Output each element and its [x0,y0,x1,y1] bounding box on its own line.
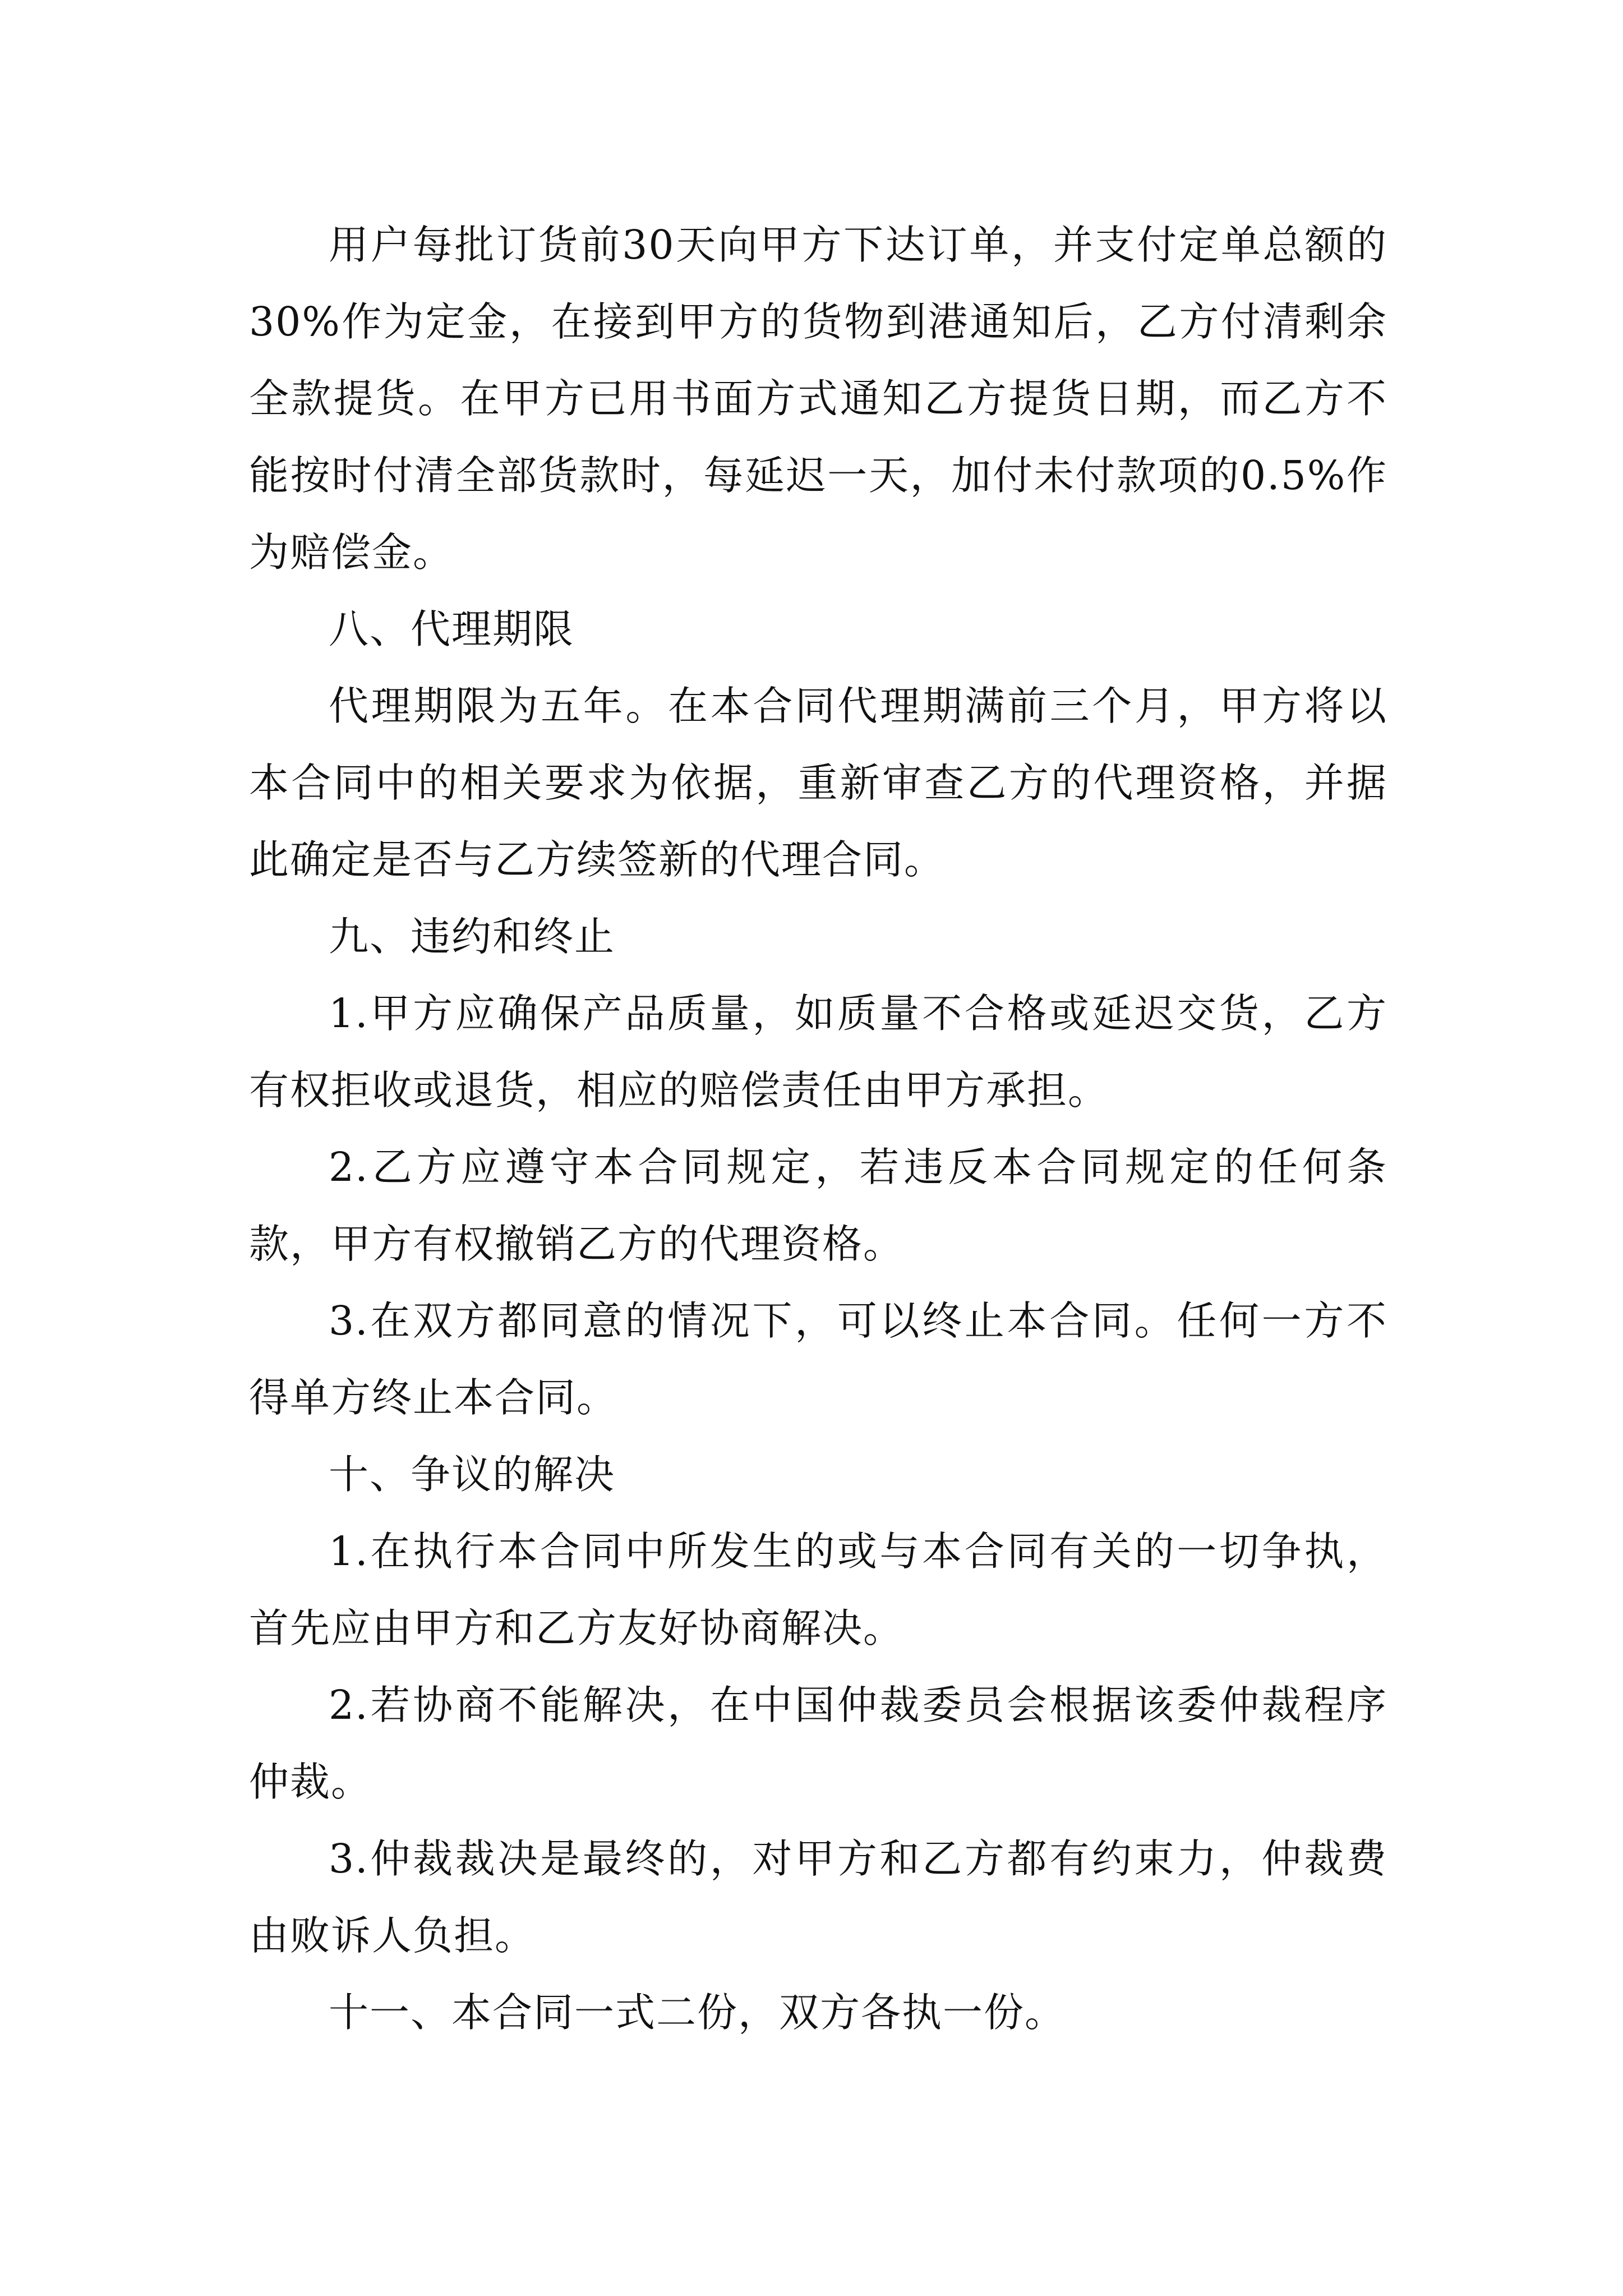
paragraph-breach-1: 1.甲方应确保产品质量，如质量不合格或延迟交货，乙方有权拒收或退货，相应的赔偿责任由甲方承担。 [249,990,1387,1114]
paragraph-dispute-1: 1.在执行本合同中所发生的或与本合同有关的一切争执，首先应由甲方和乙方友好协商解决。 [249,1528,1387,1651]
contract-text [249,206,1387,2051]
heading-agency-term: 八、代理期限 [329,606,575,652]
heading-dispute-resolution: 十、争议的解决 [329,1451,616,1498]
paragraph-dispute-2: 2.若协商不能解决，在中国仲裁委员会根据该委仲裁程序仲裁。 [249,1682,1387,1805]
paragraph-breach-2: 2.乙方应遵守本合同规定，若违反本合同规定的任何条款，甲方有权撤销乙方的代理资格。 [249,1144,1387,1267]
paragraph-agency-term: 代理期限为五年。在本合同代理期满前三个月，甲方将以本合同中的相关要求为依据，重新审查乙方的代理资格，并据此确定是否与乙方续签新的代理合同。 [249,683,1387,883]
heading-breach-termination: 九、违约和终止 [329,913,616,960]
paragraph-dispute-3: 3.仲裁裁决是最终的，对甲方和乙方都有约束力，仲裁费由败诉人负担。 [249,1835,1387,1959]
paragraph-breach-3: 3.在双方都同意的情况下，可以终止本合同。任何一方不得单方终止本合同。 [249,1297,1387,1421]
paragraph-copies: 十一、本合同一式二份，双方各执一份。 [329,1989,1066,2036]
paragraph-payment-terms: 用户每批订货前30天向甲方下达订单，并支付定单总额的30%作为定金，在接到甲方的货物到港通知后，乙方付清剩余全款提货。在甲方已用书面方式通知乙方提货日期，而乙方不能按时付清全部货款时，每延迟一天，加付未付款项的0.5%作为赔偿金。 [249,222,1387,576]
